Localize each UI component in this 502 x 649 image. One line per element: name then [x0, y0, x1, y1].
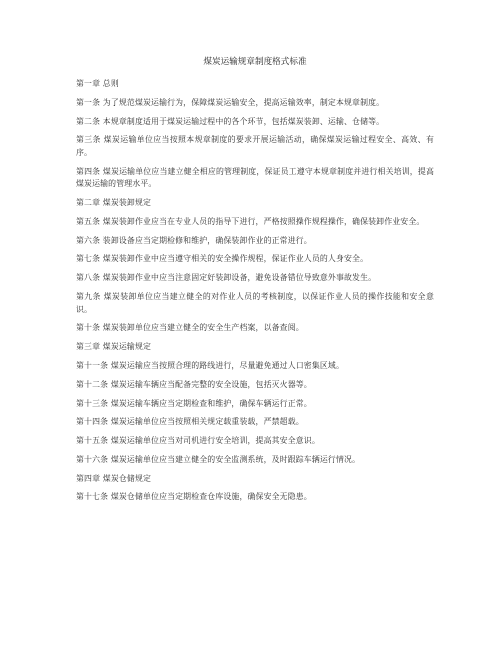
article-paragraph: 第四条 煤炭运输单位应当建立健全相应的管理制度，保证员工遵守本规章制度并进行相关培训，提高煤炭运输的管理水平。 — [76, 166, 434, 189]
article-paragraph: 第九条 煤炭装卸单位应当建立健全的对作业人员的考核制度，以保证作业人员的操作技能和安全意识。 — [76, 292, 434, 314]
article-paragraph: 第十二条 煤炭运输车辆应当配备完整的安全设施，包括灭火器等。 — [76, 379, 312, 389]
article-paragraph: 第十六条 煤炭运输单位应当建立健全的安全监测系统，及时跟踪车辆运行情况。 — [76, 454, 361, 464]
article-paragraph: 第六条 装卸设备应当定期检修和维护，确保装卸作业的正常进行。 — [76, 235, 312, 245]
article-paragraph: 第三条 煤炭运输单位应当按照本规章制度的要求开展运输活动，确保煤炭运输过程安全、高效、有序。 — [76, 135, 434, 157]
article-paragraph: 第十四条 煤炭运输单位应当按照相关规定载重装载，严禁超载。 — [76, 417, 304, 427]
chapter-heading: 第二章 煤炭装卸规定 — [76, 198, 152, 208]
article-paragraph: 第七条 煤炭装卸作业中应当遵守相关的安全操作规程，保证作业人员的人身安全。 — [76, 254, 369, 264]
chapter-heading: 第四章 煤炭仓储规定 — [76, 473, 152, 483]
article-paragraph: 第八条 煤炭装卸作业中应当注意固定好装卸设备，避免设备错位导致意外事故发生。 — [76, 273, 377, 283]
article-paragraph: 第十条 煤炭装卸单位应当建立健全的安全生产档案，以备查阅。 — [76, 323, 304, 333]
article-paragraph: 第十一条 煤炭运输应当按照合理的路线进行，尽量避免通过人口密集区域。 — [76, 360, 345, 370]
article-paragraph: 第十七条 煤炭仓储单位应当定期检查仓库设施，确保安全无隐患。 — [76, 492, 312, 502]
chapter-heading: 第三章 煤炭运输规定 — [76, 342, 152, 352]
article-paragraph: 第五条 煤炭装卸作业应当在专业人员的指导下进行，严格按照操作规程操作，确保装卸作业安全。 — [76, 216, 425, 226]
article-paragraph: 第二条 本规章制度适用于煤炭运输过程中的各个环节，包括煤炭装卸、运输、仓储等。 — [76, 116, 385, 126]
article-paragraph: 第十五条 煤炭运输单位应当对司机进行安全培训，提高其安全意识。 — [76, 436, 320, 446]
article-paragraph: 第十三条 煤炭运输车辆应当定期检查和维护，确保车辆运行正常。 — [76, 398, 312, 408]
document-title: 煤炭运输规章制度格式标准 — [203, 57, 307, 67]
article-paragraph: 第一条 为了规范煤炭运输行为，保障煤炭运输安全，提高运输效率，制定本规章制度。 — [76, 97, 385, 107]
chapter-heading: 第一章 总则 — [76, 79, 119, 88]
